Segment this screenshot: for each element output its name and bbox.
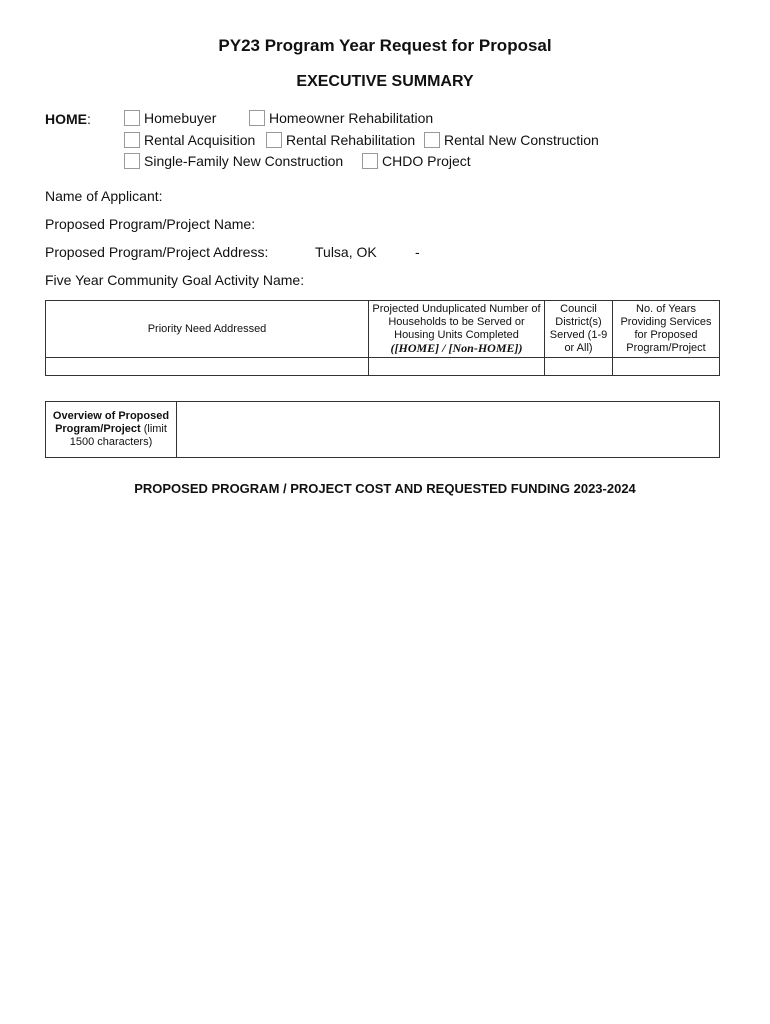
checkbox-box[interactable] (124, 110, 140, 126)
overview-table (45, 401, 720, 458)
home-options-row-2 (124, 132, 644, 150)
cell-priority-need[interactable] (46, 358, 369, 376)
checkbox-label: Rental Acquisition (144, 132, 256, 148)
header-subtext: ([HOME] / [Non-HOME]) (390, 341, 523, 355)
cell-council-district[interactable] (545, 358, 613, 376)
project-name-label: Proposed Program/Project Name: (45, 216, 256, 232)
checkbox-box[interactable] (424, 132, 440, 148)
overview-label-limit: (limit 1500 characters) (69, 423, 167, 448)
home-label (45, 111, 91, 127)
checkbox-label: CHDO Project (382, 153, 471, 169)
home-label-text: HOME (45, 111, 87, 127)
checkbox-label: Single-Family New Construction (144, 153, 344, 169)
cell-projected-households[interactable] (369, 358, 545, 376)
cell-years-providing[interactable] (613, 358, 720, 376)
checkbox-box[interactable] (362, 153, 378, 169)
header-projected-households (369, 301, 545, 358)
header-priority-need (46, 301, 369, 358)
project-address-label: Proposed Program/Project Address: (45, 244, 269, 260)
address-dash: - (415, 244, 420, 260)
header-years-providing (613, 301, 720, 358)
checkbox-box[interactable] (249, 110, 265, 126)
table-header-row (46, 301, 720, 358)
checkbox-rental-new-construction[interactable] (424, 132, 599, 148)
overview-label-bold: Overview of Proposed Program/Project (52, 410, 170, 435)
table-row (46, 402, 720, 458)
checkbox-homeowner-rehabilitation[interactable] (249, 110, 433, 126)
checkbox-box[interactable] (266, 132, 282, 148)
overview-text-cell[interactable] (177, 402, 720, 458)
header-text: Projected Unduplicated Number of Households to be Served or Housing Units Completed (372, 303, 541, 341)
overview-label (46, 402, 177, 458)
checkbox-box[interactable] (124, 132, 140, 148)
section-title: EXECUTIVE SUMMARY (296, 73, 474, 90)
checkbox-chdo-project[interactable] (362, 153, 471, 169)
header-council-district (545, 301, 613, 358)
checkbox-single-family-new-construction[interactable] (124, 153, 343, 169)
checkbox-label: Rental Rehabilitation (286, 132, 416, 148)
table-row (46, 358, 720, 376)
checkbox-box[interactable] (124, 153, 140, 169)
checkbox-label: Homeowner Rehabilitation (269, 110, 434, 126)
home-label-colon: : (87, 111, 91, 127)
home-options-row-3 (124, 153, 544, 171)
home-options-row-1 (124, 110, 624, 128)
checkbox-rental-rehabilitation[interactable] (266, 132, 415, 148)
checkbox-rental-acquisition[interactable] (124, 132, 255, 148)
header-text: Council District(s) Served (1-9 or All) (549, 303, 608, 354)
project-address-row (45, 244, 445, 260)
goal-activity-label: Five Year Community Goal Activity Name: (45, 272, 305, 288)
checkbox-label: Homebuyer (144, 110, 217, 126)
page-title: PY23 Program Year Request for Proposal (218, 36, 552, 55)
checkbox-homebuyer[interactable] (124, 110, 216, 126)
header-text: Priority Need Addressed (147, 322, 267, 335)
applicant-name-label: Name of Applicant: (45, 188, 163, 204)
header-text: No. of Years Providing Services for Proposed Program/Project (620, 303, 712, 354)
cost-section-heading: PROPOSED PROGRAM / PROJECT COST AND REQUESTED FUNDING 2023-2024 (134, 481, 636, 496)
priority-need-table (45, 300, 720, 376)
checkbox-label: Rental New Construction (444, 132, 599, 148)
address-city: Tulsa, OK (315, 244, 377, 260)
